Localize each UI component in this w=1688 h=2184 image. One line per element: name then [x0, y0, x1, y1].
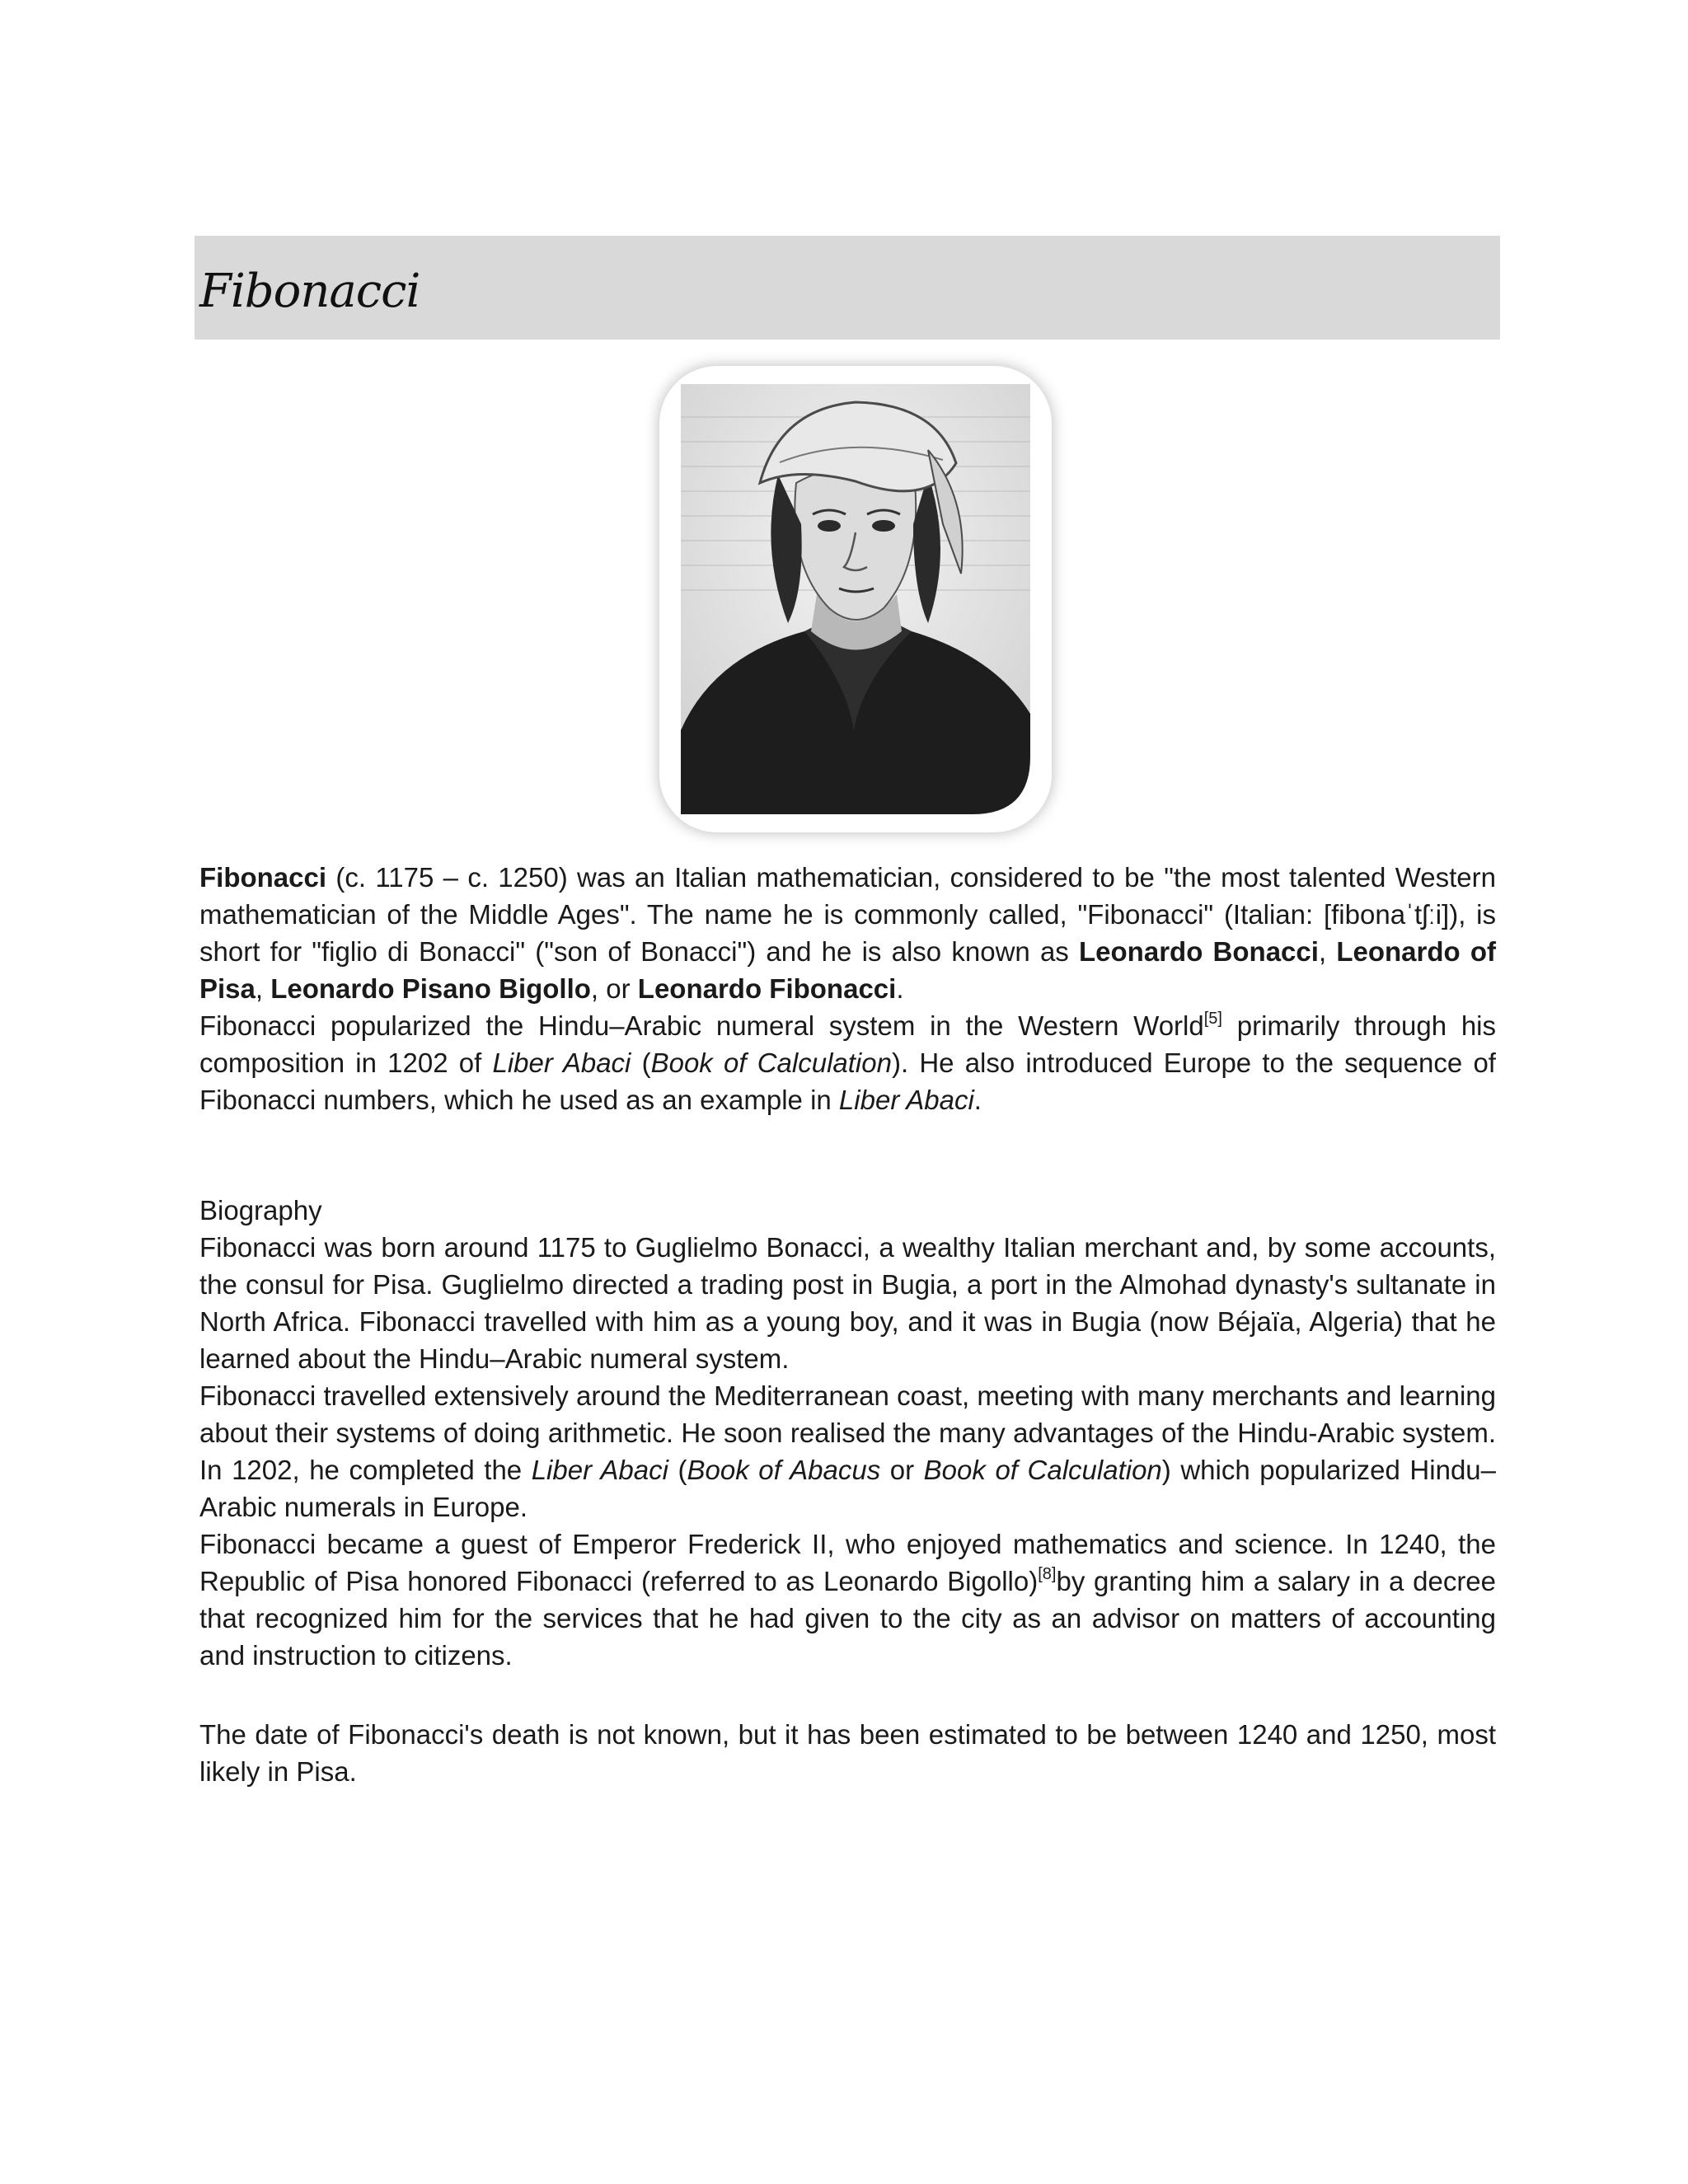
title-band [195, 236, 1500, 340]
bio-text: by granting him a salary in a decree that recognized him for the services that he had given to the city as an advisor on matters of accounting and instruction to citizens. [199, 1566, 1497, 1671]
book-title: Liber Abaci [531, 1455, 668, 1485]
separator: , or [590, 973, 638, 1004]
bio-text: ) which popularized Hindu–Arabic numerals in Europe. [199, 1455, 1496, 1522]
page-title: Fibonacci [199, 265, 420, 318]
book-title: Liber Abaci [838, 1085, 974, 1115]
bio-text: Fibonacci became a guest of Emperor Frederick II, who enjoyed mathematics and science. In 1240, the Republic of Pisa honored Fibonacci (referred to as Leonardo Bigollo) [199, 1529, 1496, 1596]
separator: , [255, 973, 271, 1004]
intro-text: primarily through his composition in 1202 of [199, 1010, 1497, 1078]
intro-paragraph-1 [199, 859, 1496, 1007]
intro-text: ( [631, 1047, 651, 1078]
subject-name: Fibonacci [199, 862, 327, 893]
period: . [896, 973, 904, 1004]
alias-leonardo-fibonacci: Leonardo Fibonacci [637, 973, 897, 1004]
bio-text: Fibonacci travelled extensively around the Mediterranean coast, meeting with many merchants and learning about their systems of doing arithmetic. He soon realised the many advantages of the Hindu-Arabic system. In 1202, he completed the [199, 1380, 1496, 1485]
biography-section [199, 1192, 1496, 1674]
intro-section [199, 859, 1496, 1118]
bio-text: or [880, 1455, 924, 1485]
section-heading-biography: Biography [199, 1195, 322, 1226]
separator: , [1318, 936, 1337, 967]
period: . [973, 1085, 982, 1115]
bio-text: ( [668, 1455, 687, 1485]
citation-8[interactable]: [8] [1038, 1565, 1057, 1583]
intro-text: Fibonacci popularized the Hindu–Arabic numeral system in the Western World [199, 1010, 1204, 1041]
alias-leonardo-of-pisa: Leonardo of Pisa [199, 936, 1496, 1004]
alias-leonardo-bonacci: Leonardo Bonacci [1079, 936, 1319, 967]
biography-paragraph-3 [199, 1526, 1496, 1674]
biography-paragraph-2 [199, 1377, 1496, 1526]
portrait-engraving [681, 384, 1030, 814]
book-title: Book of Calculation [650, 1047, 892, 1078]
alias-leonardo-pisano-bigollo: Leonardo Pisano Bigollo [270, 973, 591, 1004]
book-title: Book of Abacus [687, 1455, 881, 1485]
biography-paragraph-1: Fibonacci was born around 1175 to Guglielmo Bonacci, a wealthy Italian merchant and, by some accounts, the consul for Pisa. Guglielmo directed a trading post in Bugia, a port in the Almohad dynasty's sultanate in North Africa. Fibonacci travelled with him as a young boy, and it was in Bugia (now Béjaïa, Algeria) that he learned about the Hindu–Arabic numeral system. [199, 1232, 1496, 1374]
death-paragraph: The date of Fibonacci's death is not known, but it has been estimated to be between 1240 and 1250, most likely in Pisa. [199, 1719, 1496, 1787]
book-title: Liber Abaci [492, 1047, 631, 1078]
intro-text: (c. 1175 – c. 1250) was an Italian mathematician, considered to be "the most talented Western mathematician of the Middle Ages". The name he is commonly called, "Fibonacci" (Italian: [fibonaˈtʃːi]), is short for "figlio di Bonacci" ("son of Bonacci") and he is also known as [199, 862, 1496, 967]
portrait-frame [659, 366, 1052, 832]
death-section [199, 1716, 1496, 1790]
citation-5[interactable]: [5] [1203, 1010, 1222, 1028]
intro-paragraph-2 [199, 1007, 1496, 1118]
book-title: Book of Calculation [923, 1455, 1162, 1485]
intro-text: ). He also introduced Europe to the sequence of Fibonacci numbers, which he used as an example in [199, 1047, 1496, 1115]
